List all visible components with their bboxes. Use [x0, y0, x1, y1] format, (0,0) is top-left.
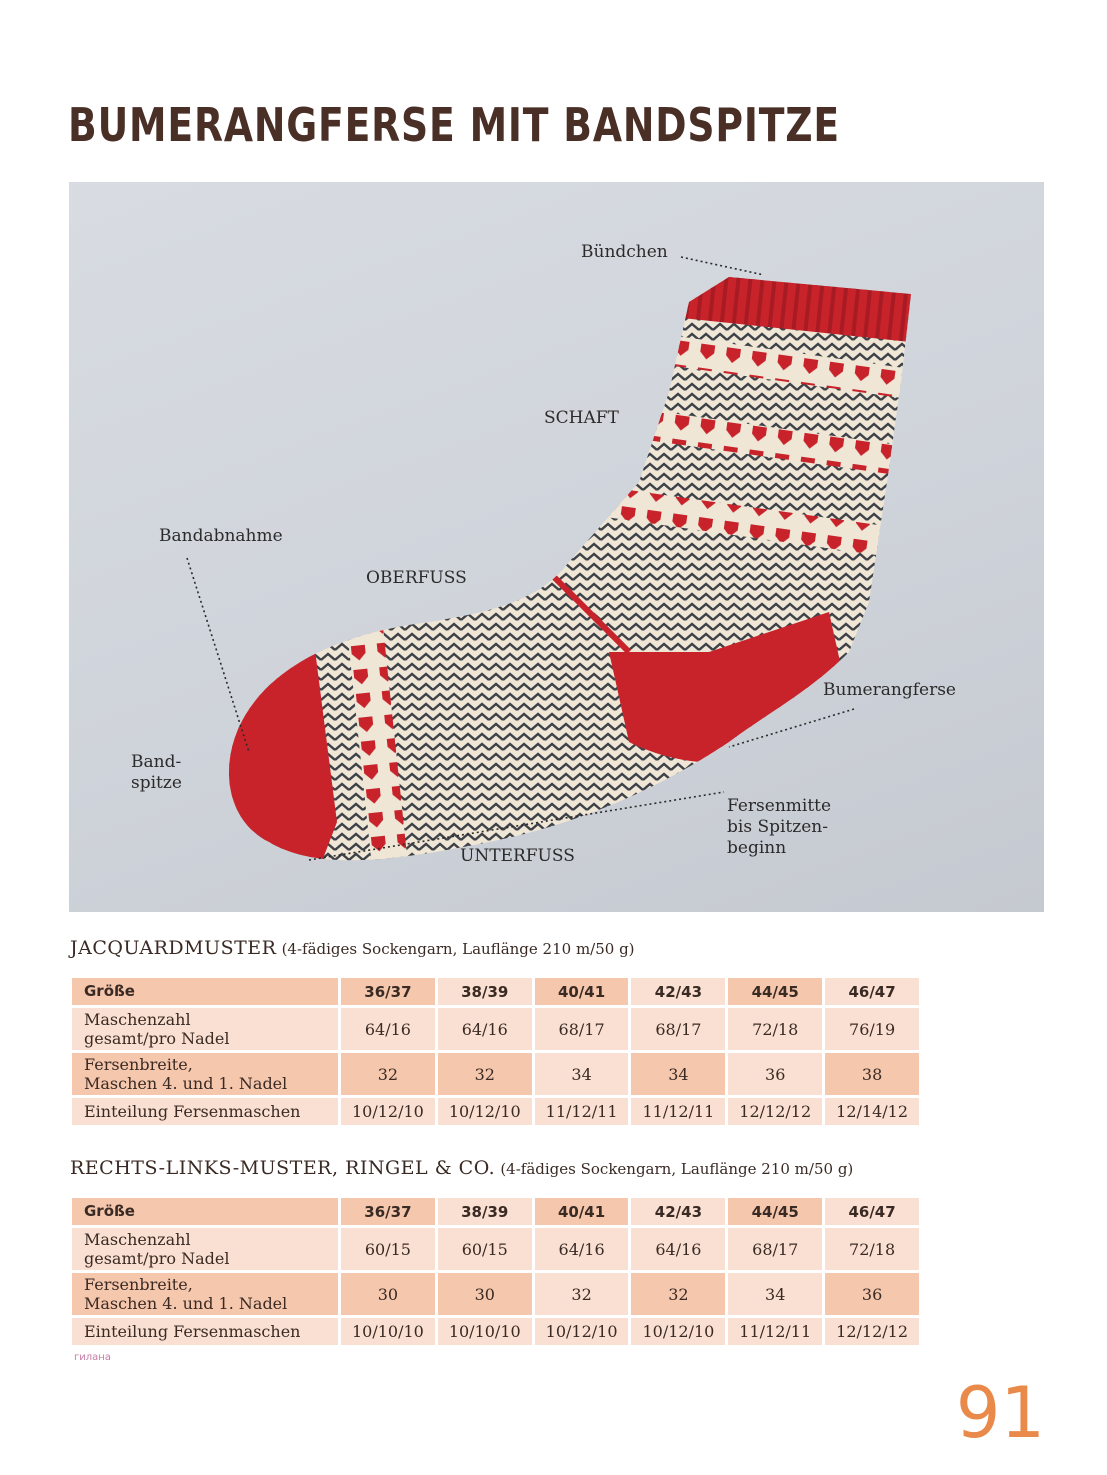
- label-schaft: SCHAFT: [544, 408, 619, 428]
- table-cell: 12/14/12: [825, 1098, 919, 1125]
- label-fersenmitte: Fersenmitte bis Spitzen- beginn: [727, 796, 832, 858]
- table-cell: 76/19: [825, 1008, 919, 1050]
- section1-table: [69, 975, 922, 1128]
- table-header-row: [72, 978, 919, 1005]
- table-cell: 36/37: [341, 978, 435, 1005]
- table-row-label: Maschenzahl gesamt/pro Nadel: [72, 1008, 338, 1050]
- table-cell: 44/45: [728, 978, 822, 1005]
- table-row: [72, 1008, 919, 1050]
- table-cell: 46/47: [825, 1198, 919, 1225]
- table-row-label: Einteilung Fersenmaschen: [72, 1098, 338, 1125]
- table-cell: 11/12/11: [728, 1318, 822, 1345]
- page-title: BUMERANGFERSE MIT BANDSPITZE: [68, 98, 841, 152]
- table-cell: 36: [825, 1273, 919, 1315]
- section2-note: (4-fädiges Sockengarn, Lauflänge 210 m/50 g): [500, 1160, 854, 1178]
- table-cell: 10/10/10: [341, 1318, 435, 1345]
- table-cell: 42/43: [631, 978, 725, 1005]
- section2-heading-line: [70, 1157, 853, 1179]
- table-cell: 42/43: [631, 1198, 725, 1225]
- table-cell: 38: [825, 1053, 919, 1095]
- label-bandabnahme: Bandabnahme: [159, 526, 283, 546]
- table-cell: 36: [728, 1053, 822, 1095]
- table-row-label: Fersenbreite, Maschen 4. und 1. Nadel: [72, 1273, 338, 1315]
- table-cell: 46/47: [825, 978, 919, 1005]
- table-cell: 32: [341, 1053, 435, 1095]
- table-cell: 12/12/12: [728, 1098, 822, 1125]
- table-row: [72, 1053, 919, 1095]
- page-number: 91: [955, 1372, 1045, 1454]
- table-cell: 30: [438, 1273, 532, 1315]
- table-cell: 40/41: [535, 1198, 629, 1225]
- section1-heading: JACQUARDMUSTER: [70, 937, 277, 959]
- table-cell: 44/45: [728, 1198, 822, 1225]
- table-cell: 11/12/11: [535, 1098, 629, 1125]
- table-cell: 11/12/11: [631, 1098, 725, 1125]
- table-cell: 34: [631, 1053, 725, 1095]
- table-cell: 60/15: [438, 1228, 532, 1270]
- section1-heading-line: [70, 937, 635, 959]
- table-cell: Größe: [72, 978, 338, 1005]
- table-cell: 36/37: [341, 1198, 435, 1225]
- sock-illustration: [69, 182, 1044, 912]
- label-buendchen: Bündchen: [581, 242, 668, 262]
- table-header-row: [72, 1198, 919, 1225]
- label-unterfuss: UNTERFUSS: [460, 846, 575, 866]
- table-cell: 64/16: [438, 1008, 532, 1050]
- table-row: [72, 1273, 919, 1315]
- table-row: [72, 1098, 919, 1125]
- table-cell: 10/12/10: [438, 1098, 532, 1125]
- table-cell: 64/16: [341, 1008, 435, 1050]
- table-cell: 68/17: [535, 1008, 629, 1050]
- table-cell: 64/16: [631, 1228, 725, 1270]
- table-cell: 72/18: [825, 1228, 919, 1270]
- table-cell: 10/12/10: [535, 1318, 629, 1345]
- watermark: гилана: [74, 1352, 111, 1363]
- table-cell: 38/39: [438, 1198, 532, 1225]
- table-cell: 30: [341, 1273, 435, 1315]
- table-cell: 32: [631, 1273, 725, 1315]
- table-cell: 34: [535, 1053, 629, 1095]
- table-row-label: Einteilung Fersenmaschen: [72, 1318, 338, 1345]
- table-cell: 34: [728, 1273, 822, 1315]
- table-cell: 40/41: [535, 978, 629, 1005]
- label-bumerangferse: Bumerangferse: [823, 680, 956, 700]
- table-cell: 12/12/12: [825, 1318, 919, 1345]
- table-row-label: Maschenzahl gesamt/pro Nadel: [72, 1228, 338, 1270]
- section1-note: (4-fädiges Sockengarn, Lauflänge 210 m/50 g): [281, 940, 635, 958]
- table-cell: 32: [535, 1273, 629, 1315]
- table-cell: Größe: [72, 1198, 338, 1225]
- table-cell: 10/10/10: [438, 1318, 532, 1345]
- table-cell: 64/16: [535, 1228, 629, 1270]
- table-cell: 68/17: [728, 1228, 822, 1270]
- section2-heading: RECHTS-LINKS-MUSTER, RINGEL & CO.: [70, 1157, 496, 1179]
- sock-body: [169, 209, 969, 902]
- table-cell: 38/39: [438, 978, 532, 1005]
- table-cell: 68/17: [631, 1008, 725, 1050]
- label-bandspitze: Band- spitze: [131, 752, 182, 793]
- label-oberfuss: OBERFUSS: [366, 568, 467, 588]
- table-cell: 60/15: [341, 1228, 435, 1270]
- section2-table: [69, 1195, 922, 1348]
- table-cell: 10/12/10: [631, 1318, 725, 1345]
- table-row-label: Fersenbreite, Maschen 4. und 1. Nadel: [72, 1053, 338, 1095]
- table-row: [72, 1318, 919, 1345]
- table-cell: 32: [438, 1053, 532, 1095]
- table-cell: 10/12/10: [341, 1098, 435, 1125]
- table-cell: 72/18: [728, 1008, 822, 1050]
- sock-photo: [69, 182, 1044, 912]
- table-row: [72, 1228, 919, 1270]
